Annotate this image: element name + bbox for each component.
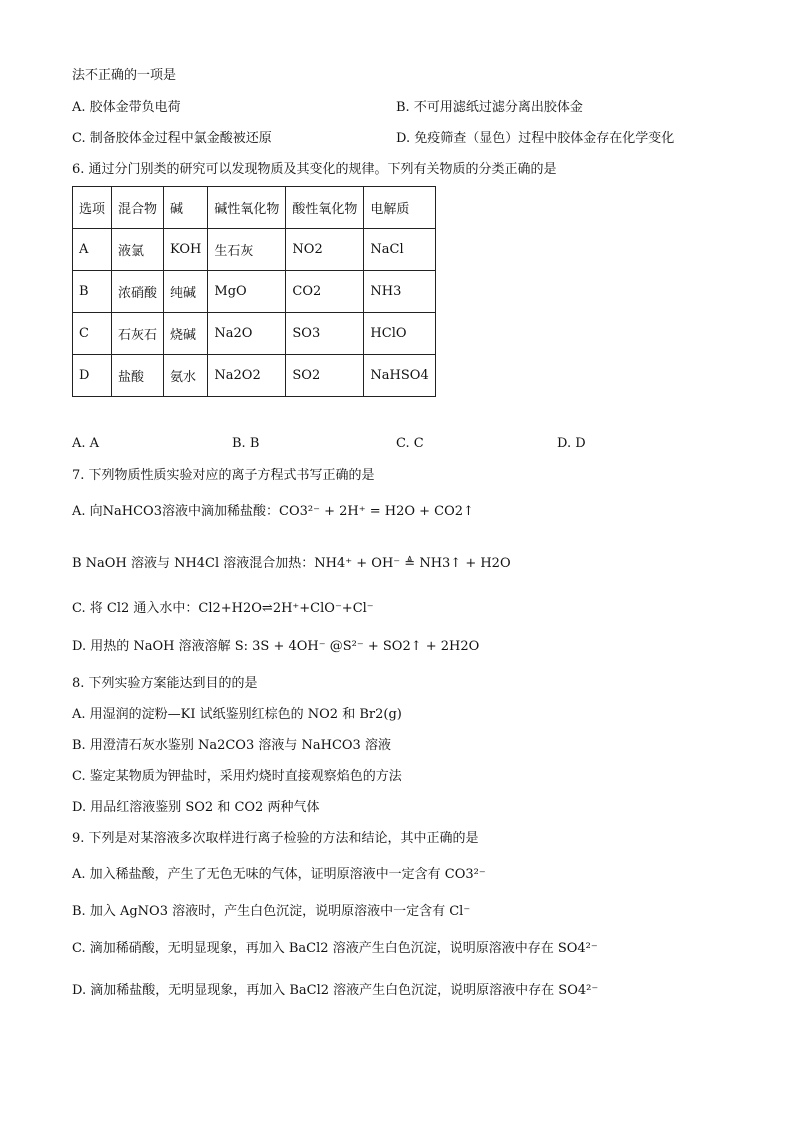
q7-option-d: D. 用热的 NaOH 溶液溶解 S: 3S + 4OH⁻ @S²⁻ + SO2↑ + 2H2O xyxy=(72,639,480,654)
q5-option-a: A. 胶体金带负电荷 xyxy=(72,100,181,115)
table-cell: D xyxy=(73,355,112,397)
table-cell: 盐酸 xyxy=(112,355,164,397)
q9-option-a: A. 加入稀盐酸，产生了无色无味的气体，证明原溶液中一定含有 CO3²⁻ xyxy=(72,867,486,882)
table-cell: B xyxy=(73,271,112,313)
table-header-cell: 碱性氧化物 xyxy=(208,187,286,229)
table-cell: MgO xyxy=(208,271,286,313)
q7-option-a-text: A. 向NaHCO3溶液中滴加稀盐酸： xyxy=(72,504,279,519)
table-cell: 纯碱 xyxy=(164,271,208,313)
table-cell: SO3 xyxy=(286,313,364,355)
table-header-cell: 电解质 xyxy=(364,187,435,229)
table-cell: 石灰石 xyxy=(112,313,164,355)
table-cell: C xyxy=(73,313,112,355)
table-cell: 液氯 xyxy=(112,229,164,271)
table-cell: 生石灰 xyxy=(208,229,286,271)
table-row xyxy=(73,355,436,397)
q7-option-c: C. 将 Cl2 通入水中：Cl2+H2O⇌2H⁺+ClO⁻+Cl⁻ xyxy=(72,601,374,616)
table-cell: A xyxy=(73,229,112,271)
q8-option-d: D. 用品红溶液鉴别 SO2 和 CO2 两种气体 xyxy=(72,800,320,815)
table-cell: 氨水 xyxy=(164,355,208,397)
q6-answer-b: B. B xyxy=(232,436,260,451)
table-header-row xyxy=(73,187,436,229)
table-cell: NaCl xyxy=(364,229,435,271)
q5-option-c: C. 制备胶体金过程中氯金酸被还原 xyxy=(72,131,272,146)
table-cell: Na2O xyxy=(208,313,286,355)
table-header-cell: 混合物 xyxy=(112,187,164,229)
q7-stem: 7. 下列物质性质实验对应的离子方程式书写正确的是 xyxy=(72,468,375,483)
q6-stem: 6. 通过分门别类的研究可以发现物质及其变化的规律。下列有关物质的分类正确的是 xyxy=(72,162,557,177)
table-header-cell: 选项 xyxy=(73,187,112,229)
q6-answer-d: D. D xyxy=(557,436,586,451)
table-cell: Na2O2 xyxy=(208,355,286,397)
table-cell: 烧碱 xyxy=(164,313,208,355)
table-cell: SO2 xyxy=(286,355,364,397)
q9-stem: 9. 下列是对某溶液多次取样进行离子检验的方法和结论，其中正确的是 xyxy=(72,831,479,846)
q7-option-b-equation: NH4⁺ + OH⁻ ≜ NH3↑ + H2O xyxy=(314,556,511,571)
table-cell: NO2 xyxy=(286,229,364,271)
q9-option-b: B. 加入 AgNO3 溶液时，产生白色沉淀，说明原溶液中一定含有 Cl⁻ xyxy=(72,904,471,919)
q5-option-d: D. 免疫筛查（显色）过程中胶体金存在化学变化 xyxy=(396,131,675,146)
q9-option-d: D. 滴加稀盐酸，无明显现象，再加入 BaCl2 溶液产生白色沉淀，说明原溶液中存在 SO4²⁻ xyxy=(72,983,599,998)
q5-option-b: B. 不可用滤纸过滤分离出胶体金 xyxy=(396,100,583,115)
table-cell: CO2 xyxy=(286,271,364,313)
q7-option-b xyxy=(72,555,511,573)
table-row xyxy=(73,271,436,313)
table-header-cell: 碱 xyxy=(164,187,208,229)
table-row xyxy=(73,229,436,271)
q9-option-c: C. 滴加稀硝酸，无明显现象，再加入 BaCl2 溶液产生白色沉淀，说明原溶液中存在 SO4²⁻ xyxy=(72,941,598,956)
q5-stem-tail: 法不正确的一项是 xyxy=(72,68,177,83)
q8-option-b: B. 用澄清石灰水鉴别 Na2CO3 溶液与 NaHCO3 溶液 xyxy=(72,738,391,753)
q7-option-a xyxy=(72,503,474,521)
table-row xyxy=(73,313,436,355)
q6-answer-c: C. C xyxy=(396,436,424,451)
q8-option-c: C. 鉴定某物质为钾盐时，采用灼烧时直接观察焰色的方法 xyxy=(72,769,402,784)
q6-answer-a: A. A xyxy=(72,436,100,451)
q8-option-a: A. 用湿润的淀粉—KI 试纸鉴别红棕色的 NO2 和 Br2(g) xyxy=(72,707,402,722)
table-cell: 浓硝酸 xyxy=(112,271,164,313)
table-cell: KOH xyxy=(164,229,208,271)
table-header-cell: 酸性氧化物 xyxy=(286,187,364,229)
q7-option-a-equation: CO3²⁻ + 2H⁺ = H2O + CO2↑ xyxy=(279,504,474,519)
table-cell: NH3 xyxy=(364,271,435,313)
q8-stem: 8. 下列实验方案能达到目的的是 xyxy=(72,676,258,691)
q7-option-b-text: B NaOH 溶液与 NH4Cl 溶液混合加热： xyxy=(72,556,315,571)
classification-table xyxy=(72,186,436,397)
table-cell: NaHSO4 xyxy=(364,355,435,397)
table-cell: HClO xyxy=(364,313,435,355)
